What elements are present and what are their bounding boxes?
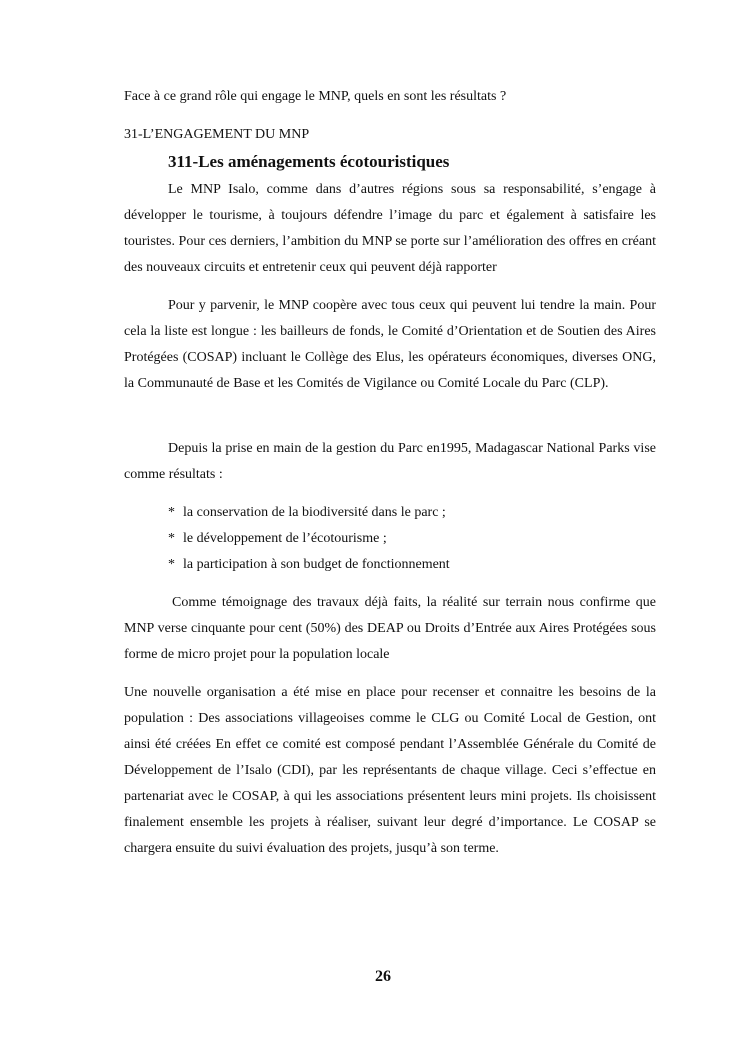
bullet-marker: * bbox=[168, 557, 175, 572]
subsection-title: 311-Les aménagements écotouristiques bbox=[168, 152, 450, 171]
intro-question: Face à ce grand rôle qui engage le MNP, quels en sont les résultats ? bbox=[124, 89, 507, 104]
list-item-text: la participation à son budget de fonctionnement bbox=[183, 557, 450, 572]
list-item bbox=[168, 526, 656, 552]
list-item bbox=[168, 552, 656, 578]
list-item-text: la conservation de la biodiversité dans le parc ; bbox=[183, 505, 446, 520]
paragraph-3: Depuis la prise en main de la gestion du Parc en1995, Madagascar National Parks vise comme résultats : bbox=[124, 441, 656, 482]
paragraph-2: Pour y parvenir, le MNP coopère avec tous ceux qui peuvent lui tendre la main. Pour cela la liste est longue : les bailleurs de fonds, le Comité d’Orientation et de Soutien des Aires Protégées (COSAP) incluant le Collège des Elus, les opérateurs économiques, diverses ONG, la Communauté de Base et les Comités de Vigilance ou Comité Locale du Parc (CLP). bbox=[124, 298, 656, 391]
bullet-marker: * bbox=[168, 505, 175, 520]
page-number: 26 bbox=[375, 968, 391, 985]
list-item-text: le développement de l’écotourisme ; bbox=[183, 531, 387, 546]
list-item bbox=[168, 500, 656, 526]
results-list bbox=[168, 500, 656, 578]
paragraph-5: Une nouvelle organisation a été mise en place pour recenser et connaitre les besoins de la population : Des associations villageoises comme le CLG ou Comité Local de Gestion, ont ainsi été créées En effet ce comité est composé pendant l’Assemblée Générale du Comité de Développement de l’Isalo (CDI), par les représentants de chaque village. Ceci s’effectue en partenariat avec le COSAP, à qui les associations présentent leurs mini projets. Ils choisissent finalement ensemble les projets à réaliser, suivant leur degré d’importance. Le COSAP se chargera ensuite du suivi évaluation des projets, jusqu’à son terme. bbox=[124, 685, 656, 856]
paragraph-1: Le MNP Isalo, comme dans d’autres régions sous sa responsabilité, s’engage à développer le tourisme, à toujours défendre l’image du parc et également à satisfaire les touristes. Pour ces derniers, l’ambition du MNP se porte sur l’amélioration des offres en créant des nouveaux circuits et entretenir ceux qui peuvent déjà rapporter bbox=[124, 182, 656, 275]
section-title: 31-L’ENGAGEMENT DU MNP bbox=[124, 127, 310, 142]
bullet-marker: * bbox=[168, 531, 175, 546]
paragraph-4: Comme témoignage des travaux déjà faits, la réalité sur terrain nous confirme que MNP verse cinquante pour cent (50%) des DEAP ou Droits d’Entrée aux Aires Protégées sous forme de micro projet pour la population locale bbox=[124, 595, 656, 662]
